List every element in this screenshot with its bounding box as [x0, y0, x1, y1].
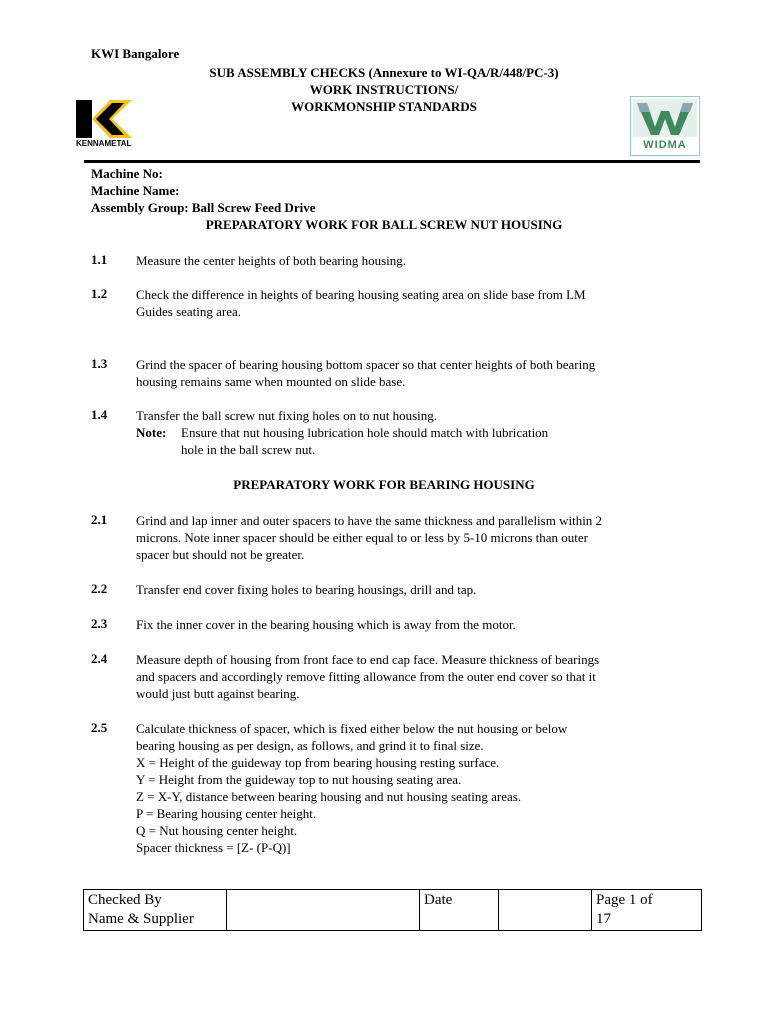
- machine-name: Machine Name:: [91, 183, 180, 198]
- title-line-2: WORK INSTRUCTIONS/: [309, 82, 459, 97]
- item-text: [136, 407, 696, 424]
- machine-no: Machine No:: [91, 166, 163, 181]
- checked-by-cell: [84, 890, 227, 931]
- item-line: Transfer end cover fixing holes to bearing housings, drill and tap.: [136, 582, 477, 597]
- note-label: Note:: [136, 425, 167, 440]
- item-line: spacer but should not be greater.: [136, 547, 305, 562]
- item-text: [136, 512, 696, 563]
- company-name: KWI Bangalore: [91, 46, 180, 61]
- checked-by-label: Checked By: [88, 892, 162, 908]
- widma-logo: [630, 96, 700, 156]
- item-number: 2.1: [91, 512, 108, 527]
- date-label-cell: [420, 890, 499, 931]
- date-value-cell[interactable]: [499, 890, 592, 931]
- item-text: [136, 720, 696, 856]
- item-line: housing remains same when mounted on slide base.: [136, 374, 406, 389]
- item-text: [136, 616, 696, 633]
- item-text: [136, 651, 696, 702]
- checked-by-value-cell[interactable]: [227, 890, 420, 931]
- page-total: 17: [596, 911, 611, 927]
- item-line: Check the difference in heights of bearing housing seating area on slide base from LM: [136, 287, 586, 302]
- item-line: Guides seating area.: [136, 304, 242, 319]
- item-line: Z = X-Y, distance between bearing housing and nut housing seating areas.: [136, 789, 522, 804]
- item-line: bearing housing as per design, as follows, and grind it to final size.: [136, 738, 484, 753]
- section-1-title: PREPARATORY WORK FOR BALL SCREW NUT HOUSING: [205, 217, 563, 232]
- signoff-table: [83, 889, 702, 931]
- name-supplier-label: Name & Supplier: [88, 911, 194, 927]
- item-number: 2.2: [91, 581, 108, 596]
- note-line: Ensure that nut housing lubrication hole should match with lubrication: [181, 425, 549, 440]
- kennametal-logo-text: KENNAMETAL: [76, 139, 132, 148]
- item-line: Transfer the ball screw nut fixing holes on to nut housing.: [136, 408, 438, 423]
- assembly-group: Assembly Group: Ball Screw Feed Drive: [91, 200, 316, 215]
- table-row: [84, 890, 702, 931]
- header-divider: [84, 160, 700, 163]
- item-line: Grind the spacer of bearing housing bottom spacer so that center heights of both bearing: [136, 357, 596, 372]
- item-text: [136, 286, 696, 320]
- item-line: would just butt against bearing.: [136, 686, 300, 701]
- widma-logo-icon: [631, 97, 699, 139]
- note-line: hole in the ball screw nut.: [181, 442, 316, 457]
- item-line: Measure depth of housing from front face to end cap face. Measure thickness of bearings: [136, 652, 600, 667]
- item-number: 1.3: [91, 356, 108, 371]
- title-line-3: WORKMONSHIP STANDARDS: [291, 99, 477, 114]
- kennametal-logo: [76, 100, 138, 152]
- item-line: microns. Note inner spacer should be either equal to or less by 5-10 microns than outer: [136, 530, 588, 545]
- item-line: Grind and lap inner and outer spacers to have the same thickness and parallelism within 2: [136, 513, 603, 528]
- item-number: 1.1: [91, 252, 108, 267]
- title-line-1: SUB ASSEMBLY CHECKS (Annexure to WI-QA/R/448/PC-3): [209, 65, 559, 80]
- item-text: [136, 356, 696, 390]
- item-number: 1.2: [91, 286, 108, 301]
- item-line: Spacer thickness = [Z- (P-Q)]: [136, 840, 291, 855]
- page-cell: [592, 890, 702, 931]
- item-line: P = Bearing housing center height.: [136, 806, 317, 821]
- item-line: Measure the center heights of both bearing housing.: [136, 253, 407, 268]
- item-text: [136, 581, 696, 598]
- section-2-title: PREPARATORY WORK FOR BEARING HOUSING: [233, 477, 535, 492]
- item-line: Calculate thickness of spacer, which is fixed either below the nut housing or below: [136, 721, 568, 736]
- item-number: 2.3: [91, 616, 108, 631]
- item-number: 2.5: [91, 720, 108, 735]
- item-line: Y = Height from the guideway top to nut housing seating area.: [136, 772, 462, 787]
- item-line: Fix the inner cover in the bearing housing which is away from the motor.: [136, 617, 516, 632]
- page-label: Page 1 of: [596, 892, 653, 908]
- item-line: and spacers and accordingly remove fitting allowance from the outer end cover so that it: [136, 669, 596, 684]
- date-label: Date: [424, 892, 453, 908]
- widma-logo-text: WIDMA: [643, 139, 687, 151]
- item-line: Q = Nut housing center height.: [136, 823, 298, 838]
- item-text: [136, 252, 696, 269]
- item-number: 2.4: [91, 651, 108, 666]
- item-number: 1.4: [91, 407, 108, 422]
- item-line: X = Height of the guideway top from bearing housing resting surface.: [136, 755, 500, 770]
